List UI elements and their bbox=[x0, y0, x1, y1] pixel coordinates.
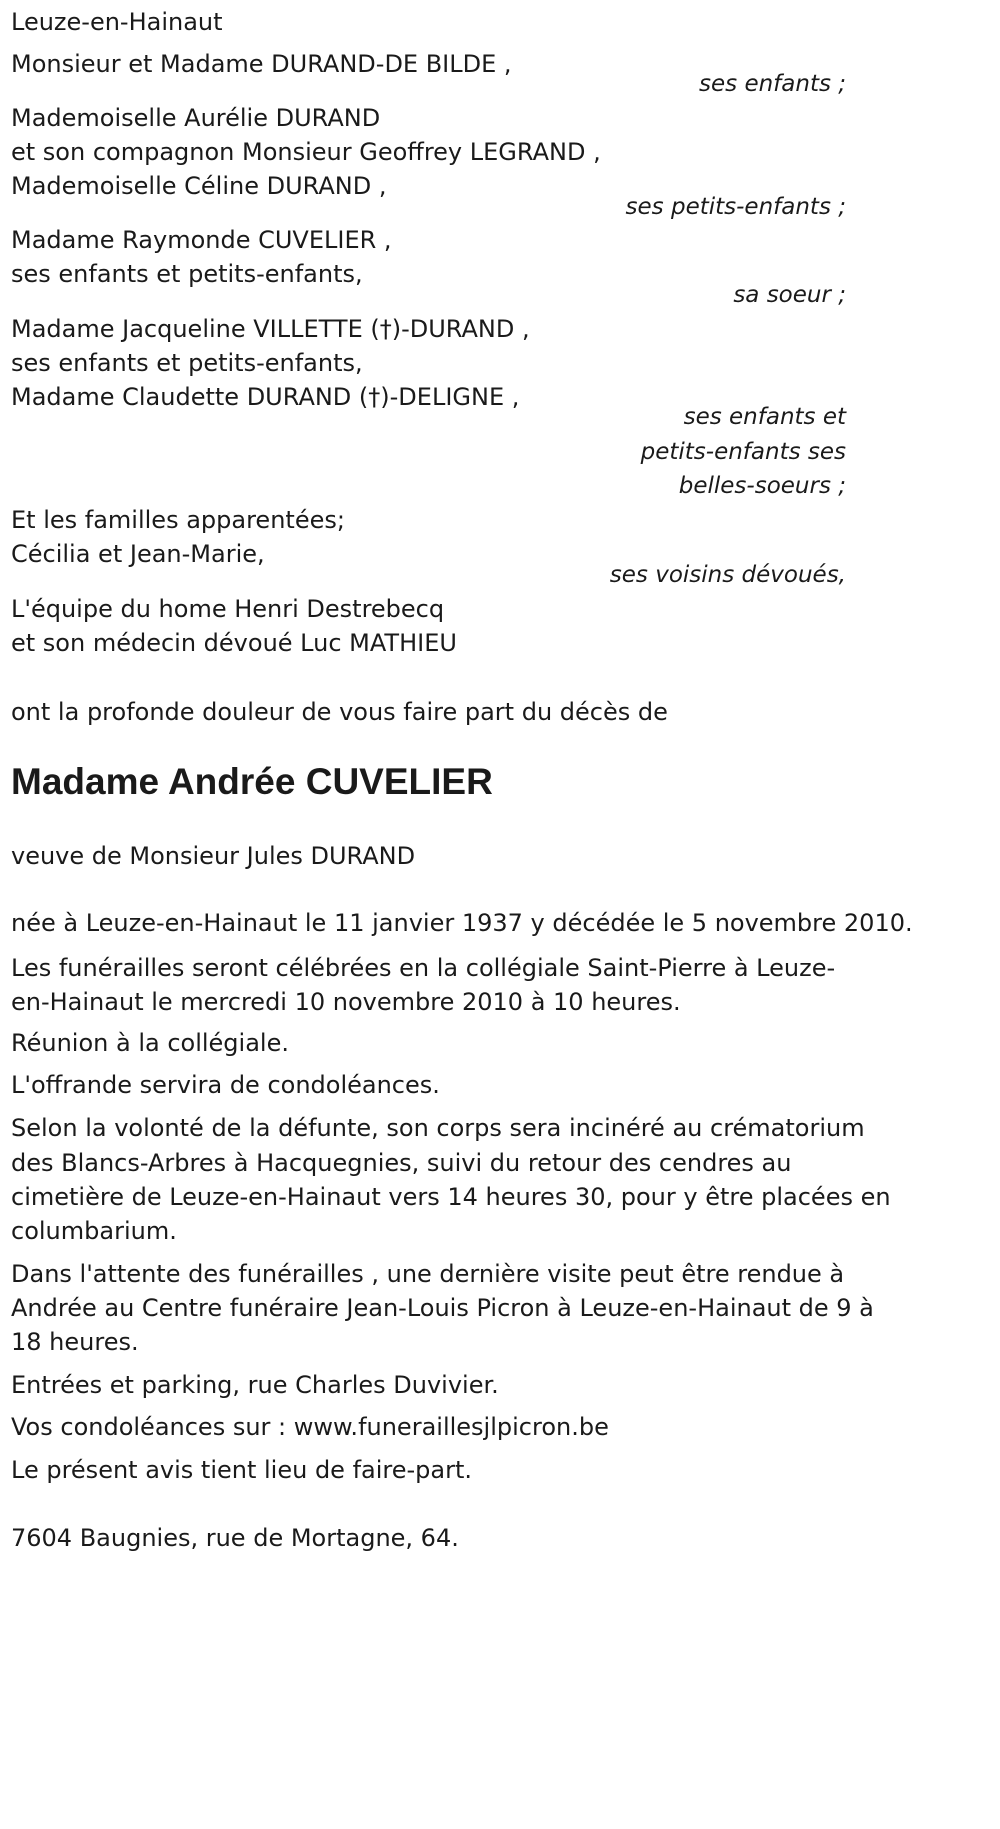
relation-label: ses enfants ; bbox=[699, 71, 846, 97]
family-line: ses enfants et petits-enfants, bbox=[11, 260, 363, 288]
cremation-line: cimetière de Leuze-en-Hainaut vers 14 heures 30, pour y être placées en bbox=[11, 1183, 891, 1211]
visit-line: 18 heures. bbox=[11, 1328, 139, 1356]
family-line: Et les familles apparentées; bbox=[11, 506, 345, 534]
relation-label: ses voisins dévoués, bbox=[609, 562, 846, 588]
visit-line: Andrée au Centre funéraire Jean-Louis Picron à Leuze-en-Hainaut de 9 à bbox=[11, 1294, 874, 1322]
deceased-name: Madame Andrée CUVELIER bbox=[11, 761, 493, 802]
parking-line: Entrées et parking, rue Charles Duvivier. bbox=[11, 1371, 499, 1399]
widow-line: veuve de Monsieur Jules DURAND bbox=[11, 842, 416, 870]
family-line: Madame Jacqueline VILLETTE (†)-DURAND , bbox=[11, 315, 530, 343]
family-line: et son médecin dévoué Luc MATHIEU bbox=[11, 629, 457, 657]
family-line: Cécilia et Jean-Marie, bbox=[11, 540, 265, 568]
relation-label: belles-soeurs ; bbox=[678, 473, 846, 499]
family-line: Monsieur et Madame DURAND-DE BILDE , bbox=[11, 50, 512, 78]
family-line: et son compagnon Monsieur Geoffrey LEGRAND , bbox=[11, 138, 601, 166]
place-heading: Leuze-en-Hainaut bbox=[11, 8, 223, 36]
funeral-line: Les funérailles seront célébrées en la collégiale Saint-Pierre à Leuze- bbox=[11, 954, 836, 982]
cremation-line: columbarium. bbox=[11, 1217, 177, 1245]
funeral-line: en-Hainaut le mercredi 10 novembre 2010 à 10 heures. bbox=[11, 988, 681, 1016]
family-line: Mademoiselle Céline DURAND , bbox=[11, 172, 387, 200]
family-line: Madame Raymonde CUVELIER , bbox=[11, 226, 392, 254]
meeting-line: Réunion à la collégiale. bbox=[11, 1029, 289, 1057]
relation-label: ses enfants et bbox=[683, 404, 846, 430]
offering-line: L'offrande servira de condoléances. bbox=[11, 1071, 440, 1099]
cremation-line: des Blancs-Arbres à Hacquegnies, suivi du retour des cendres au bbox=[11, 1149, 792, 1177]
relation-label: ses petits-enfants ; bbox=[625, 194, 846, 220]
visit-line: Dans l'attente des funérailles , une dernière visite peut être rendue à bbox=[11, 1260, 845, 1288]
announcement-text: ont la profonde douleur de vous faire part du décès de bbox=[11, 698, 668, 726]
address-line: 7604 Baugnies, rue de Mortagne, 64. bbox=[11, 1524, 459, 1552]
family-line: ses enfants et petits-enfants, bbox=[11, 349, 363, 377]
relation-label: sa soeur ; bbox=[733, 282, 846, 308]
family-line: Mademoiselle Aurélie DURAND bbox=[11, 104, 381, 132]
birth-death-line: née à Leuze-en-Hainaut le 11 janvier 1937 y décédée le 5 novembre 2010. bbox=[11, 909, 913, 937]
family-line: Madame Claudette DURAND (†)-DELIGNE , bbox=[11, 383, 520, 411]
condolences-line: Vos condoléances sur : www.funeraillesjlpicron.be bbox=[11, 1413, 609, 1441]
relation-label: petits-enfants ses bbox=[640, 439, 846, 465]
notice-line: Le présent avis tient lieu de faire-part. bbox=[11, 1456, 473, 1484]
family-line: L'équipe du home Henri Destrebecq bbox=[11, 595, 445, 623]
cremation-line: Selon la volonté de la défunte, son corps sera incinéré au crématorium bbox=[11, 1114, 865, 1142]
